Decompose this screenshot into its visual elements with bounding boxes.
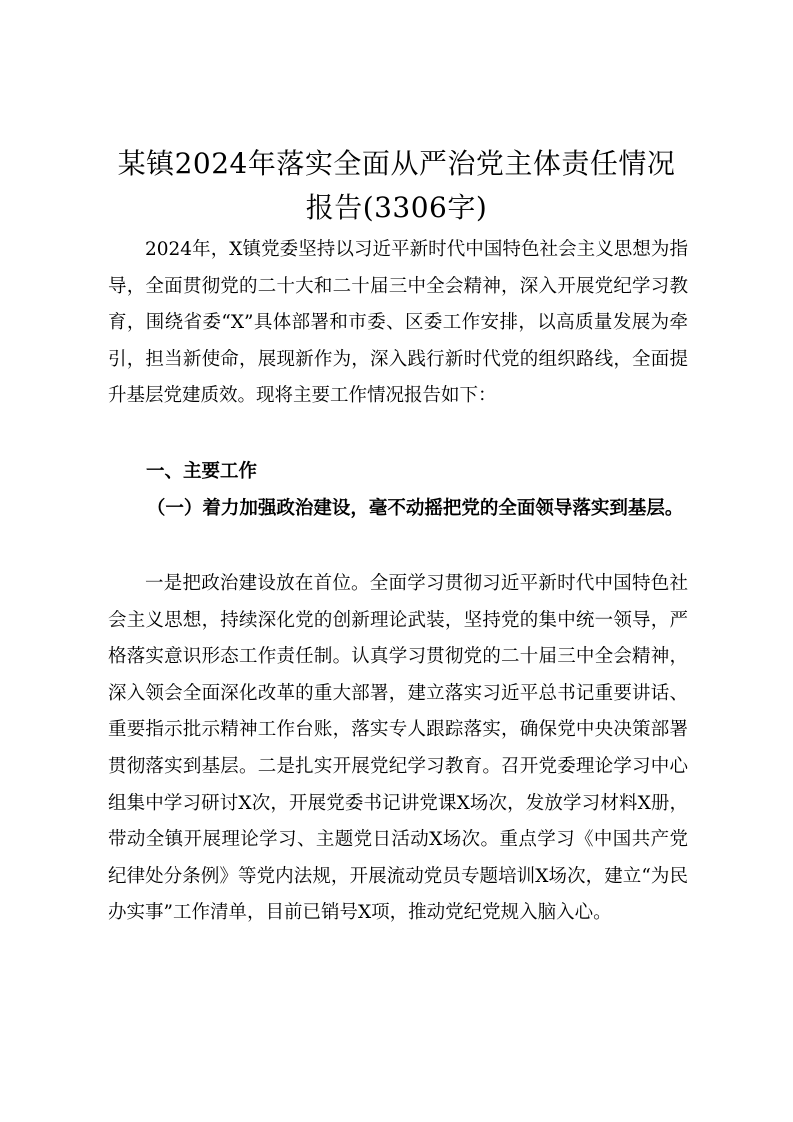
subsection-heading: （一）着力加强政治建设，毫不动摇把党的全面领导落实到基层。 — [146, 498, 684, 519]
intro-paragraph: 2024年，X镇党委坚持以习近平新时代中国特色社会主义思想为指导，全面贯彻党的二十大和二十届三中全会精神，深入开展党纪学习教育，围绕省委“X”具体部署和市委、区委工作安排，以高质量发展为牵引，担当新使命，展现新作为，深入践行新时代党的组织路线，全面提升基层党建质效。现将主要工作情况报告如下： — [108, 239, 688, 407]
document-title-line-2: 报告(3306字) — [305, 191, 488, 224]
body-paragraph: 一是把政治建设放在首位。全面学习贯彻习近平新时代中国特色社会主义思想，持续深化党的创新理论武装，坚持党的集中统一领导，严格落实意识形态工作责任制。认真学习贯彻党的二十届三中全会精神，深入领会全面深化改革的重大部署，建立落实习近平总书记重要讲话、重要指示批示精神工作台账，落实专人跟踪落实，确保党中央决策部署贯彻落实到基层。二是扎实开展党纪学习教育。召开党委理论学习中心组集中学习研讨X次，开展党委书记讲党课X场次，发放学习材料X册，带动全镇开展理论学习、主题党日活动X场次。重点学习《中国共产党纪律处分条例》等党内法规，开展流动党员专题培训X场次，建立“为民办实事”工作清单，目前已销号X项，推动党纪党规入脑入心。 — [108, 573, 688, 924]
document-title-line-1: 某镇2024年落实全面从严治党主体责任情况 — [117, 147, 676, 180]
section-heading: 一、主要工作 — [146, 461, 258, 482]
